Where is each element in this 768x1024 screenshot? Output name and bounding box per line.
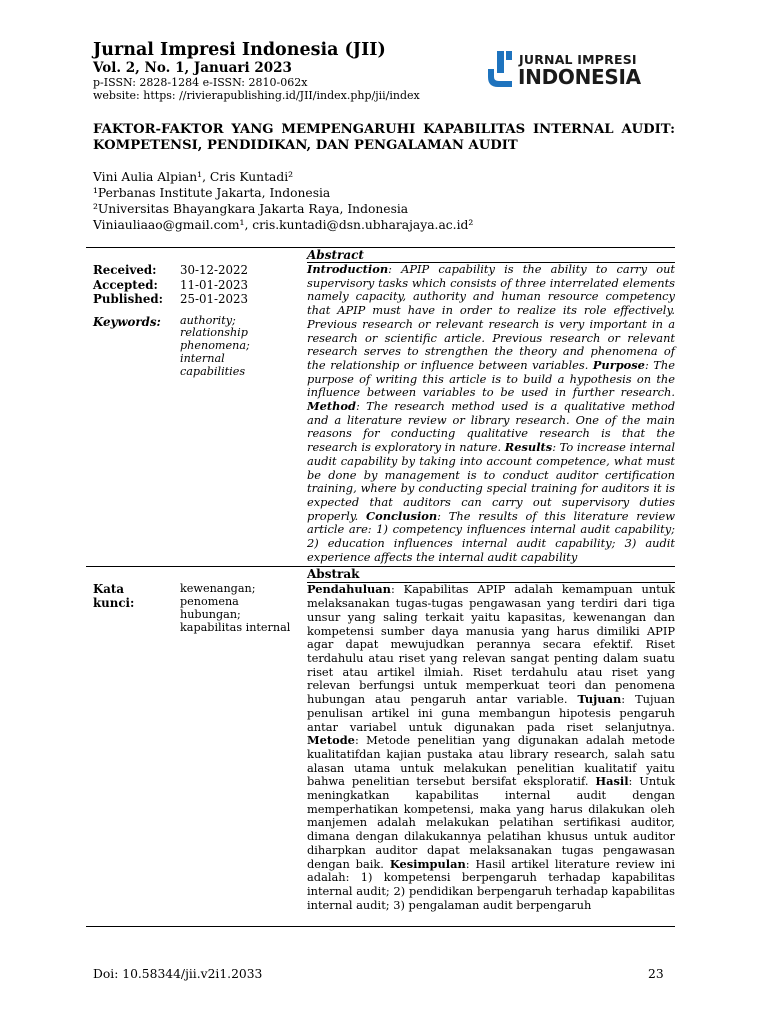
purpose-text: : The purpose of writing this article is to build a hypothesis on the influence between variables to be used in further research. xyxy=(307,357,675,400)
journal-logo xyxy=(486,49,656,91)
author-names: Vini Aulia Alpian¹, Cris Kuntadi² xyxy=(93,170,294,184)
keyword: kewenangan; xyxy=(180,582,256,596)
website-link[interactable]: website: https: //rivierapublishing.id/JII/index.php/jii/index xyxy=(93,89,420,102)
method-label: Method xyxy=(307,399,356,414)
keywords-label: Keywords: xyxy=(93,314,161,329)
method-text: : The research method used is a qualitative method and a literature review or library research. One of the main reasons for conducting qualitative research is that the research is exploratory in nature. xyxy=(307,399,675,455)
volume-info: Vol. 2, No. 1, Januari 2023 xyxy=(93,60,292,76)
accepted-value: 11-01-2023 xyxy=(180,277,249,292)
abstract-en-text xyxy=(307,263,675,564)
keywords-list xyxy=(180,315,298,379)
results-text: : To increase internal audit capability by taking into account competence, what must be done by management is to conduct auditor certification training, where by conducting special training for auditors it is expected that auditors can carry out supervisory duties properly. xyxy=(307,440,675,523)
abstrak-heading: Abstrak xyxy=(307,567,360,582)
published-value: 25-01-2023 xyxy=(180,292,249,306)
received-value: 30-12-2022 xyxy=(180,263,249,277)
intro-text: : APIP capability is the ability to carry out supervisory tasks which consists of three interrelated elements namely capacity, authority and human resource competency that APIP must have in order to realize its role effectively. Previous research or relevant research is very important in a research or scientific article. Previous research or relevant research serves to strengthen the theory and phenomena of the relationship or influence between variables. xyxy=(307,262,675,372)
results-label: Results xyxy=(504,440,553,455)
keyword: capabilities xyxy=(180,364,246,378)
logo-text-line1: JURNAL IMPRESI xyxy=(519,52,637,67)
affiliation-1: ¹Perbanas Institute Jakarta, Indonesia xyxy=(93,186,331,200)
tujuan-label: Tujuan xyxy=(577,692,622,707)
received-label: Received: xyxy=(93,263,157,277)
logo-text-line2: INDONESIA xyxy=(518,65,641,89)
published-label: Published: xyxy=(93,292,163,306)
published-row xyxy=(93,292,298,307)
journal-title: Jurnal Impresi Indonesia (JII) xyxy=(93,40,386,60)
abstract-heading-row xyxy=(86,247,675,263)
tujuan-text: : Tujuan penulisan artikel ini guna membangun hipotesis pengaruh antar variabel untuk digunakan pada riset selanjutnya. xyxy=(307,692,675,734)
author-emails: Viniauliaao@gmail.com¹, cris.kuntadi@dsn.ubharajaya.ac.id² xyxy=(93,218,474,232)
abstract-table xyxy=(86,247,675,912)
hasil-label: Hasil xyxy=(595,774,629,789)
metode-text: : Metode penelitian yang digunakan adalah metode kualitatifdan kajian pustaka atau library research, salah satu alasan utama untuk melakukan penelitian kualitatif yaitu bahwa penelitian tersebut bersifat eksploratif. xyxy=(307,733,675,789)
conclusion-label: Conclusion xyxy=(366,508,438,523)
abstrak-text xyxy=(307,583,675,912)
keyword: internal xyxy=(180,351,225,365)
keyword: penomena xyxy=(180,595,239,609)
issn-info: p-ISSN: 2828-1284 e-ISSN: 2810-062x xyxy=(93,76,308,89)
intro-label: Introduction xyxy=(307,262,389,276)
hasil-text: : Untuk meningkatkan kapabilitas internal audit dengan memperhatikan kompetensi, maka yang harus dilakukan oleh manjemen adalah melakukan pelatihan sertifikasi auditor, dimana dengan dilakukannya pelatihan khusus untuk auditor diharpkan auditor dapat melaksanakan tugas pengawasan dengan baik. xyxy=(307,774,675,871)
article-info xyxy=(93,263,298,378)
kesimpulan-label: Kesimpulan xyxy=(389,856,466,871)
pendahuluan-text: : Kapabilitas APIP adalah kemampuan untuk melaksanakan tugas-tugas pengawasan yang terdiri dari tiga unsur yang saling terkait yaitu kapasitas, kewenangan dan kompetensi sumber daya manusia yang harus dimiliki APIP agar dapat mewujudkan perannya secara efektif. Riset terdahulu atau riset yang relevan sangat penting dalam suatu riset atau artikel ilmiah. Riset terdahulu atau riset yang relevan berfungsi untuk memperkuat teori dan penomena hubungan atau pengaruh antar variable. xyxy=(307,582,675,707)
abstract-id-row xyxy=(86,583,675,912)
purpose-label: Purpose xyxy=(592,357,645,372)
author-block xyxy=(93,169,473,233)
table-bottom-border xyxy=(86,926,675,927)
page-number: 23 xyxy=(648,967,664,981)
accepted-row xyxy=(93,278,298,293)
kata-kunci-list xyxy=(180,583,298,634)
conclusion-text: : The results of this literature review article are: 1) competency influences internal audit capability; 2) education influences internal audit capability; 3) audit experience affects the internal audit capability xyxy=(307,508,675,564)
accepted-label: Accepted: xyxy=(93,277,158,292)
received-row xyxy=(93,263,298,278)
keyword: relationship xyxy=(180,326,248,340)
affiliation-2: ²Universitas Bhayangkara Jakarta Raya, Indonesia xyxy=(93,202,409,216)
abstrak-heading-row xyxy=(86,566,675,582)
kata-kunci-label: Kata kunci: xyxy=(93,582,135,610)
keyword: kapabilitas internal xyxy=(180,620,291,634)
metode-label: Metode xyxy=(307,733,355,748)
keyword: authority; xyxy=(180,313,236,327)
doi-text: Doi: 10.58344/jii.v2i1.2033 xyxy=(93,967,263,981)
abstract-heading: Abstract xyxy=(307,248,364,262)
pendahuluan-label: Pendahuluan xyxy=(307,582,391,597)
keyword: phenomena; xyxy=(180,339,250,353)
jii-logo-icon xyxy=(486,49,514,89)
article-title: FAKTOR-FAKTOR YANG MEMPENGARUHI KAPABILITAS INTERNAL AUDIT: KOMPETENSI, PENDIDIKAN, DAN PENGALAMAN AUDIT xyxy=(93,122,675,153)
keyword: hubungan; xyxy=(180,608,241,622)
kesimpulan-text: : Hasil artikel literature review ini adalah: 1) kompetensi berpengaruh terhadap kapabilitas internal audit; 2) pendidikan berpengaruh terhadap kapabilitas internal audit; 3) pengalaman audit berpengaruh xyxy=(307,856,675,912)
abstract-en-row xyxy=(86,263,675,564)
